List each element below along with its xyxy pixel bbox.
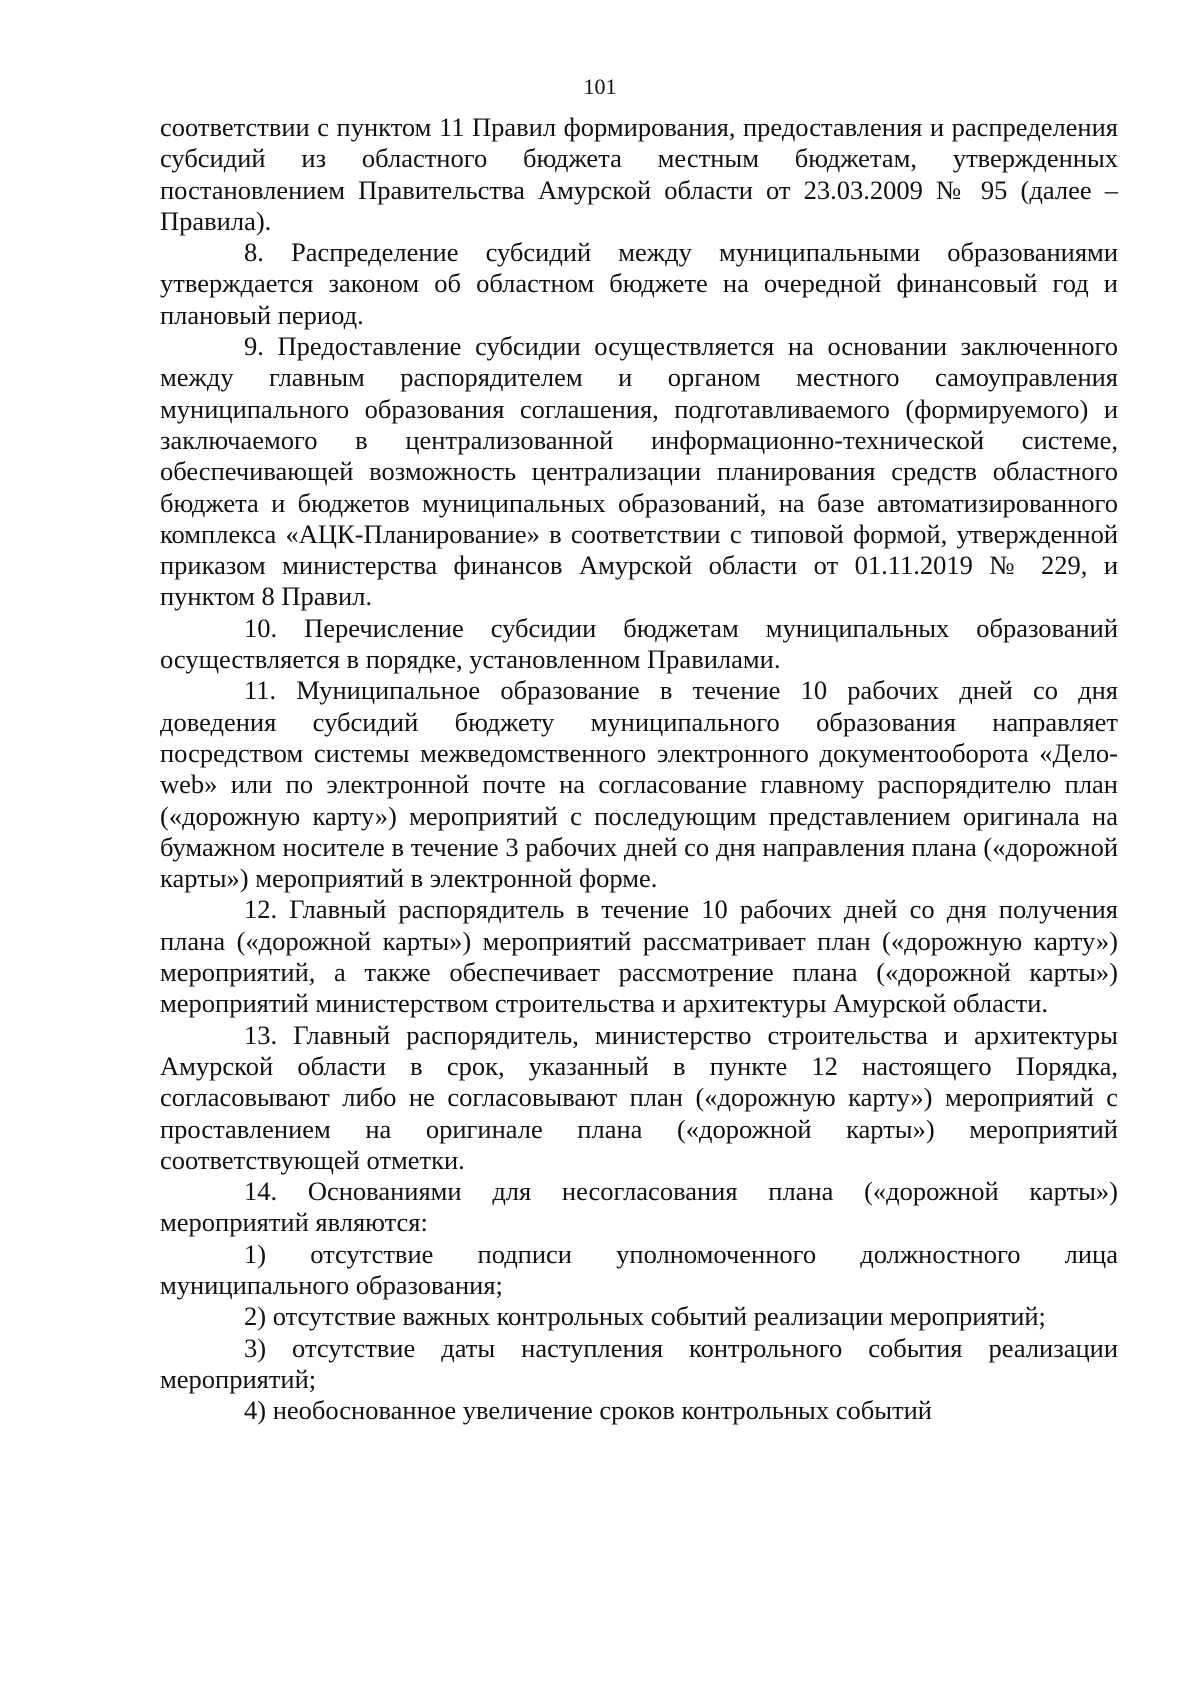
paragraph: 14. Основаниями для несогласования плана («дорожной карты») мероприятий являются: xyxy=(160,1176,1118,1238)
document-body xyxy=(160,112,1118,1426)
paragraph: 10. Перечисление субсидии бюджетам муниципальных образований осуществляется в порядке, установленном Правилами. xyxy=(160,612,1118,675)
paragraph: 11. Муниципальное образование в течение 10 рабочих дней со дня доведения субсидий бюджету муниципального образования направляет посредством системы межведомственного электронного документооборота «Дело-web» или по электронной почте на согласование главному распорядителю план («дорожную карту») мероприятий с последующим представлением оригинала на бумажном носителе в течение 3 рабочих дней со дня направления плана («дорожной карты») мероприятий в электронной форме. xyxy=(160,675,1118,894)
paragraph: 3) отсутствие даты наступления контрольного события реализации мероприятий; xyxy=(160,1332,1118,1394)
paragraph: 12. Главный распорядитель в течение 10 рабочих дней со дня получения плана («дорожной карты») мероприятий рассматривает план («дорожную карту») мероприятий, а также обеспечивает рассмотрение плана («дорожной карты») мероприятий министерством строительства и архитектуры Амурской области. xyxy=(160,894,1118,1019)
paragraph: 9. Предоставление субсидии осуществляется на основании заключенного между главным распорядителем и органом местного самоуправления муниципального образования соглашения, подготавливаемого (формируемого) и заключаемого в централизованной информационно-технической системе, обеспечивающей возможность централизации планирования средств областного бюджета и бюджетов муниципальных образований, на базе автоматизированного комплекса «АЦК-Планирование» в соответствии с типовой формой, утвержденной приказом министерства финансов Амурской области от 01.11.2019 № 229, и пунктом 8 Правил. xyxy=(160,331,1118,612)
paragraph: 8. Распределение субсидий между муниципальными образованиями утверждается законом об областном бюджете на очередной финансовый год и плановый период. xyxy=(160,237,1118,330)
paragraph: 4) необоснованное увеличение сроков контрольных событий xyxy=(244,1395,932,1426)
page-number: 101 xyxy=(583,74,617,99)
paragraph: 1) отсутствие подписи уполномоченного должностного лица муниципального образования; xyxy=(160,1238,1118,1300)
paragraph: соответствии с пунктом 11 Правил формирования, предоставления и распределения субсидий из областного бюджета местным бюджетам, утвержденных постановлением Правительства Амурской области от 23.03.2009 № 95 (далее – Правила). xyxy=(160,112,1118,236)
paragraph: 13. Главный распорядитель, министерство строительства и архитектуры Амурской области в срок, указанный в пункте 12 настоящего Порядка, согласовывают либо не согласовывают план («дорожную карту») мероприятий с проставлением на оригинале плана («дорожной карты») мероприятий соответствующей отметки. xyxy=(160,1019,1118,1175)
paragraph: 2) отсутствие важных контрольных событий реализации мероприятий; xyxy=(244,1301,1046,1332)
